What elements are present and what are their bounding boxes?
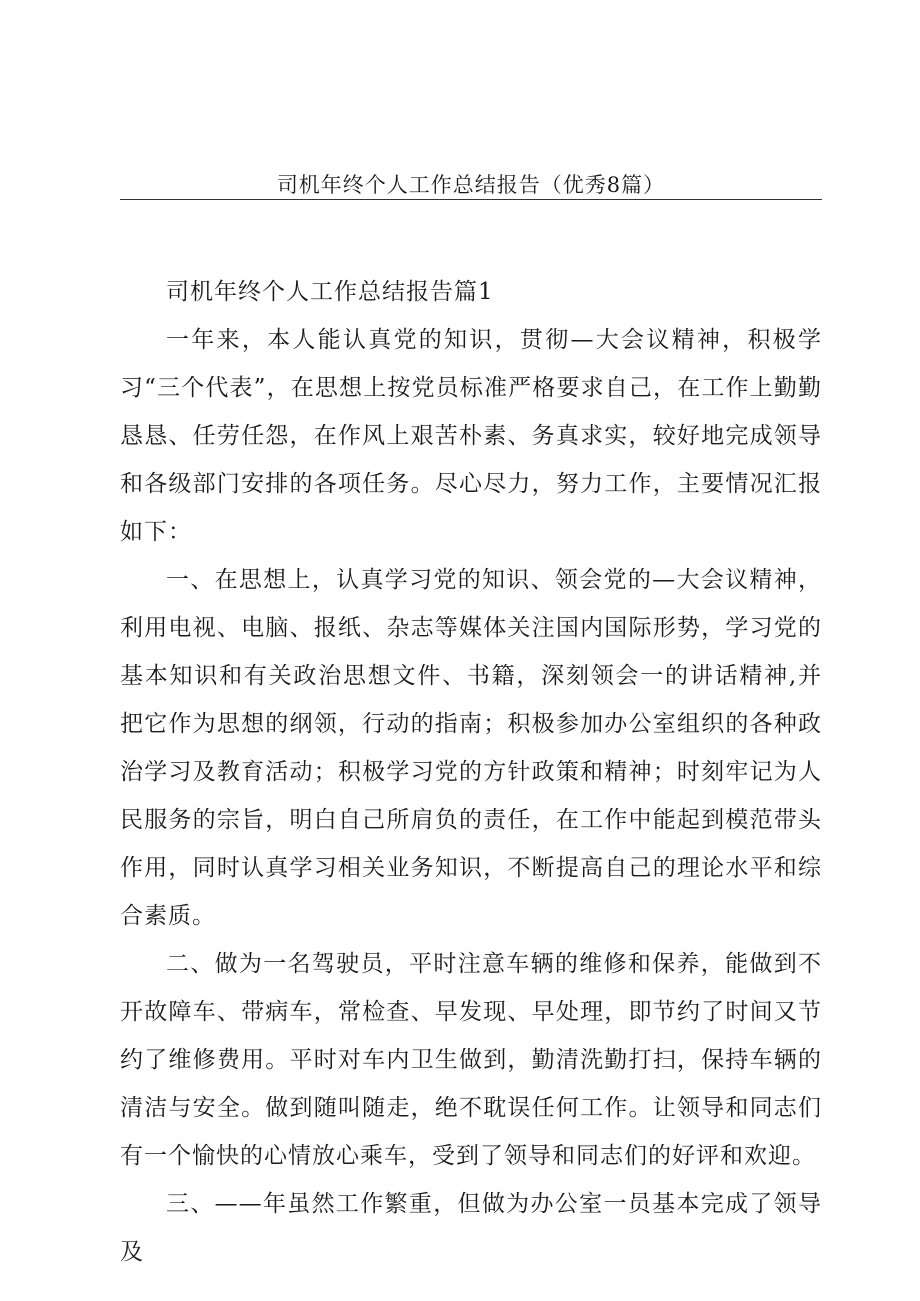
section-heading: 司机年终个人工作总结报告篇1 [166,279,494,305]
document-body [120,268,822,1276]
title-underline [120,199,822,200]
paragraph-two: 二、做为一名驾驶员，平时注意车辆的维修和保养，能做到不开故障车、带病车，常检查、早发现、早处理，即节约了时间又节约了维修费用。平时对车内卫生做到，勤清洗勤打扫，保持车辆的清洁与安全。做到随叫随走，绝不耽误任何工作。让领导和同志们有一个愉快的心情放心乘车，受到了领导和同志们的好评和欢迎。 [120,951,822,1169]
paragraph-three: 三、——年虽然工作繁重，但做为办公室一员基本完成了领导及 [120,1191,822,1265]
document-title: 司机年终个人工作总结报告（优秀8篇） [276,173,666,197]
paragraph-intro: 一年来，本人能认真党的知识，贯彻—大会议精神，积极学习“三个代表”，在思想上按党员标准严格要求自己，在工作上勤勤恳恳、任劳任怨，在作风上艰苦朴素、务真求实，较好地完成领导和各级部门安排的各项任务。尽心尽力，努力工作，主要情况汇报如下： [120,327,822,545]
paragraph-one: 一、在思想上，认真学习党的知识、领会党的—大会议精神，利用电视、电脑、报纸、杂志等媒体关注国内国际形势，学习党的基本知识和有关政治思想文件、书籍，深刻领会一的讲话精神,并把它作为思想的纲领，行动的指南；积极参加办公室组织的各种政治学习及教育活动；积极学习党的方针政策和精神；时刻牢记为人民服务的宗旨，明白自己所肩负的责任，在工作中能起到模范带头作用，同时认真学习相关业务知识，不断提高自己的理论水平和综合素质。 [120,567,822,929]
